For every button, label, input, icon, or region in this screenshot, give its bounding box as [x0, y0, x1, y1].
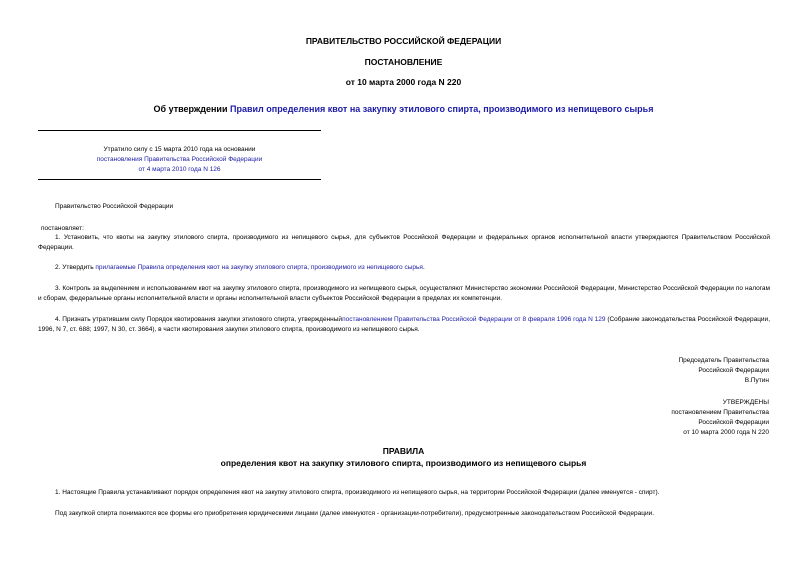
rules-clause-1: 1. Настоящие Правила устанавливают порядок определения квот на закупку этилового спирта, производимого из непищевого сырья, на территории Российской Федерации (далее именуется - спирт). [55, 489, 660, 496]
title-rules-link[interactable]: Правил определения квот на закупку этилового спирта, производимого из непищевого сырья [230, 104, 654, 114]
signature-block [678, 356, 769, 386]
clause-1: 1. Установить, что квоты на закупку этилового спирта, производимого из непищевого сырья, для субъектов Российской Федерации и федеральных органов исполнительной власти утверждаются Правительством Российской Федерации. [38, 234, 770, 251]
repeal-decree-link[interactable]: постановления Правительства Российской Федерации [96, 156, 263, 163]
rules-subheading: определения квот на закупку этилового спирта, производимого из непищевого сырья [220, 458, 587, 468]
clause-3: 3. Контроль за выделением и использованием квот на закупку этилового спирта, производимого из непищевого сырья, осуществляют Министерство экономики Российской Федерации, Министерство Российской Федерации по налогам и сборам, федеральные органы исполнительной власти и органы исполнительной власти субъектов Российской Федерации в пределах их компетенции. [38, 285, 770, 302]
signature-position: Председатель Правительства [678, 357, 769, 364]
document-type-heading: ПОСТАНОВЛЕНИЕ [364, 57, 443, 67]
approval-country: Российской Федерации [698, 419, 769, 426]
clause-2-rules-link[interactable]: прилагаемые Правила определения квот на закупку этилового спирта, производимого из непищевого сырья [95, 264, 423, 271]
title-prefix: Об утверждении [153, 104, 230, 114]
note-bottom-divider [38, 179, 321, 180]
decides-text: постановляет: [41, 225, 84, 232]
signature-country: Российской Федерации [698, 367, 769, 374]
signature-name: В.Путин [744, 377, 769, 384]
clause-2-prefix: 2. Утвердить [55, 264, 96, 271]
rules-heading: ПРАВИЛА [382, 446, 425, 456]
clause-2 [38, 263, 770, 273]
approval-status: УТВЕРЖДЕНЫ [722, 399, 769, 406]
repeal-note [38, 145, 321, 175]
note-top-divider [38, 130, 321, 131]
clause-4-suffix: (Собрание законодательства Российской Федерации, 1996, N 7, ст. 688; 1997, N 30, ст. 3664), в части квотирования закупки этилового спирта, производимого из непищевого сырья. [38, 316, 770, 333]
document-date-heading: от 10 марта 2000 года N 220 [345, 77, 462, 87]
repeal-note-text: Утратило силу с 15 марта 2010 года на основании [103, 146, 256, 153]
clause-4 [38, 315, 770, 335]
document-title [0, 104, 807, 114]
government-heading: ПРАВИТЕЛЬСТВО РОССИЙСКОЙ ФЕДЕРАЦИИ [305, 36, 502, 46]
approval-date: от 10 марта 2000 года N 220 [683, 429, 769, 436]
clause-4-decree-link[interactable]: постановлением Правительства Российской Федерации от 8 февраля 1996 года N 129 [342, 316, 606, 323]
repeal-decree-date-link[interactable]: от 4 марта 2010 года N 126 [138, 166, 221, 173]
clause-2-suffix: . [422, 264, 425, 271]
rules-clause-1-continued: Под закупкой спирта понимаются все формы его приобретения юридическими лицами (далее именуются - организации-потребители), предусмотренные законодательством Российской Федерации. [55, 510, 655, 517]
issuer-text: Правительство Российской Федерации [55, 203, 174, 210]
approval-decree: постановлением Правительства [671, 409, 769, 416]
clause-4-prefix: 4. Признать утратившим силу Порядок квотирования закупки этилового спирта, утвержденный [55, 316, 343, 323]
approval-block [671, 398, 769, 438]
